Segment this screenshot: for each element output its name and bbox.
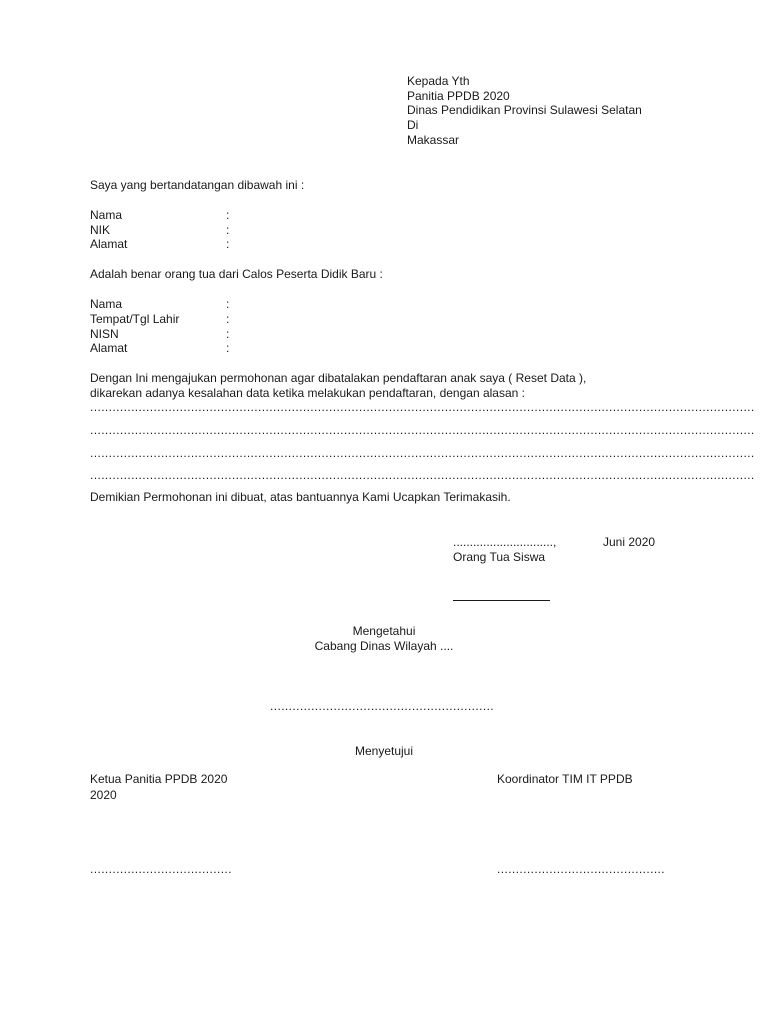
left-role-line-1: Ketua Panitia PPDB 2020 <box>90 772 228 786</box>
acknowledged-name-dots: ............................................................ <box>270 699 495 713</box>
reason-dotted-line: .................................................................................................................................................................................. <box>90 400 755 414</box>
signature-role: Orang Tua Siswa <box>453 550 546 564</box>
field-label: Nama <box>90 297 123 311</box>
acknowledged-office: Cabang Dinas Wilayah .... <box>314 639 454 653</box>
field-label: Nama <box>90 208 123 222</box>
reason-dotted-line: .................................................................................................................................................................................. <box>90 446 755 460</box>
intro-text: Saya yang bertandatangan dibawah ini : <box>90 178 305 192</box>
field-label: Alamat <box>90 237 128 251</box>
field-colon: : <box>226 297 230 311</box>
signature-date: Juni 2020 <box>603 535 656 549</box>
recipient-line: Makassar <box>407 133 460 147</box>
field-colon: : <box>226 208 230 222</box>
field-colon: : <box>226 327 230 341</box>
student-intro-text: Adalah benar orang tua dari Calos Peserta Didik Baru : <box>90 267 383 281</box>
acknowledged-title: Mengetahui <box>352 624 416 638</box>
reason-dotted-line: .................................................................................................................................................................................. <box>90 423 755 437</box>
field-colon: : <box>226 237 230 251</box>
reason-dotted-line: .................................................................................................................................................................................. <box>90 468 755 482</box>
field-colon: : <box>226 223 230 237</box>
field-label: Tempat/Tgl Lahir <box>90 312 180 326</box>
field-label: Alamat <box>90 341 128 355</box>
right-role: Koordinator TIM IT PPDB <box>497 772 633 786</box>
signature-line <box>453 600 550 601</box>
place-dots: .............................., <box>453 535 557 549</box>
recipient-line: Panitia PPDB 2020 <box>407 89 510 103</box>
recipient-line: Dinas Pendidikan Provinsi Sulawesi Selatan <box>407 103 642 117</box>
field-label: NIK <box>90 223 111 237</box>
field-label: NISN <box>90 327 119 341</box>
left-signature-dots: ...................................... <box>90 862 232 876</box>
request-line-2: dikarekan adanya kesalahan data ketika melakukan pendaftaran, dengan alasan : <box>90 386 525 400</box>
recipient-line: Kepada Yth <box>407 74 470 88</box>
field-colon: : <box>226 312 230 326</box>
request-line-1: Dengan Ini mengajukan permohonan agar dibatalakan pendaftaran anak saya ( Reset Data ), <box>90 371 587 385</box>
field-colon: : <box>226 341 230 355</box>
left-role-line-2: 2020 <box>90 788 117 802</box>
recipient-line: Di <box>407 118 419 132</box>
right-signature-dots: ............................................. <box>497 862 666 876</box>
approved-title: Menyetujui <box>354 744 414 758</box>
closing-text: Demikian Permohonan ini dibuat, atas bantuannya Kami Ucapkan Terimakasih. <box>90 490 511 504</box>
